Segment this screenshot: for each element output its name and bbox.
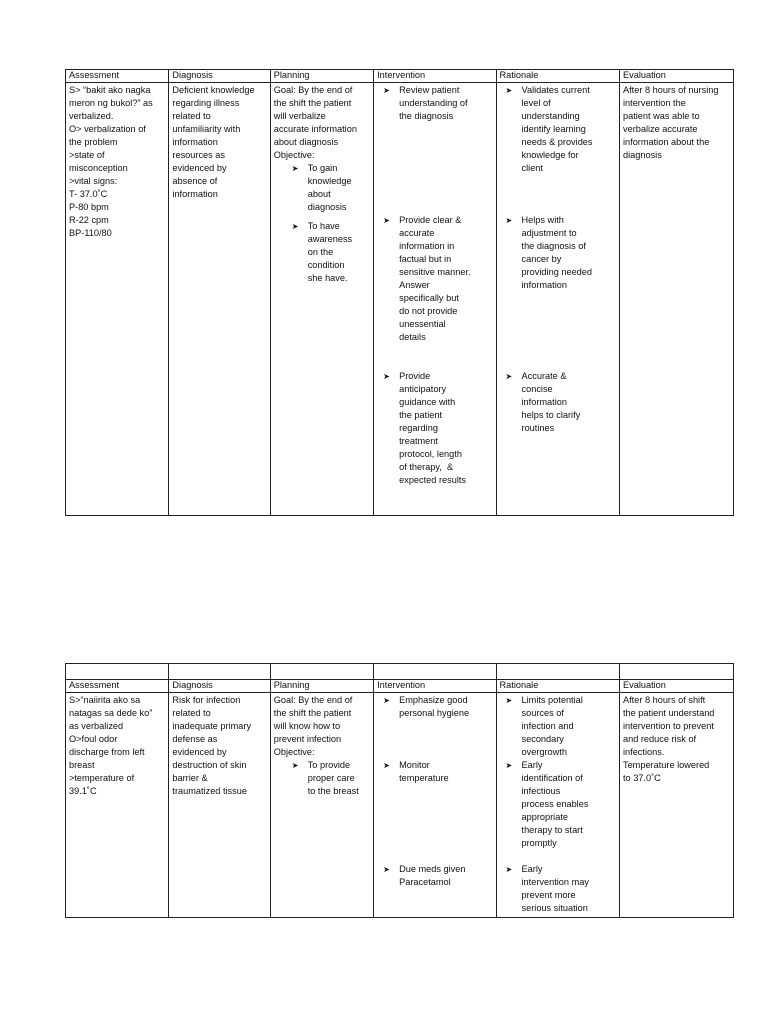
text-line: traumatized tissue [172,786,247,796]
text-line: the shift the patient [273,708,352,718]
text-line: Objective: [273,747,315,757]
text-line: defense as [172,734,218,744]
header-intervention: Intervention [374,70,496,83]
bullet-item [377,370,492,487]
text-line: as verbalized [69,721,124,731]
text-line: treatment [399,436,438,446]
text-line: understanding of [399,98,468,108]
rationale-list [500,694,616,915]
text-line: will know how to [273,721,341,731]
text-line: sensitive manner. [399,267,471,277]
text-line: the patient understand [622,708,715,718]
rationale-list [500,84,616,435]
arrow-bullet-icon: ➤ [505,86,513,95]
text-line: intervention the [622,98,686,108]
arrow-bullet-icon: ➤ [505,372,513,381]
bullet-item [377,694,492,720]
rationale-cell [496,83,619,516]
text-line: barrier & [172,773,208,783]
text-line: serious situation [521,903,588,913]
text-line: To gain [307,163,338,173]
text-line: S>“naiirita ako sa [69,695,141,705]
text-line: Monitor [399,760,430,770]
diagnosis-cell [169,693,270,918]
text-line: the patient [399,410,443,420]
arrow-bullet-icon: ➤ [291,164,299,173]
text-line: R-22 cpm [69,215,109,225]
bullet-item [377,759,492,785]
text-line: BP-110/80 [69,228,112,238]
text-line: evidenced by [172,747,227,757]
text-line: Risk for infection [172,695,241,705]
text-line: related to [172,111,211,121]
text-line: cancer by [521,254,562,264]
text-line: natagas sa dede ko” [69,708,153,718]
bullet-item [500,863,616,915]
text-line: Objective: [273,150,315,160]
text-line: information in [399,241,455,251]
intervention-list [377,694,492,889]
text-line: knowledge for [521,150,579,160]
text-line: O> verbalization of [69,124,146,134]
text-line: Goal: By the end of [273,695,353,705]
arrow-bullet-icon: ➤ [383,696,390,705]
bullet-item [500,759,616,850]
planning-text [274,694,370,759]
text-line: details [399,332,426,342]
text-line: needs & provides [521,137,593,147]
bullet-item [377,214,492,344]
arrow-bullet-icon: ➤ [505,216,513,225]
text-line: specifically but [399,293,459,303]
text-line: information [172,189,218,199]
text-line: and reduce risk of [622,734,697,744]
text-line: Validates current [521,85,590,95]
text-line: guidance with [399,397,456,407]
text-line: appropriate [521,812,568,822]
header-diagnosis: Diagnosis [169,680,270,693]
text-line: Review patient [399,85,460,95]
text-line: the problem [69,137,118,147]
text-line: expected results [399,475,467,485]
text-line: intervention may [521,877,589,887]
text-line: destruction of skin [172,760,247,770]
arrow-bullet-icon: ➤ [383,865,390,874]
header-row [66,70,734,83]
intervention-cell [374,693,496,918]
text-line: anticipatory [399,384,447,394]
text-line: 39.1˚C [69,786,97,796]
text-line: Helps with [521,215,564,225]
text-line: the diagnosis [399,111,454,121]
intervention-cell [374,83,496,516]
text-line: to the breast [307,786,359,796]
bullet-item [500,694,616,759]
planning-cell [270,693,373,918]
text-line: Accurate & [521,371,567,381]
arrow-bullet-icon: ➤ [291,222,299,231]
text-line: infection and [521,721,574,731]
bullet-item [377,863,492,889]
table-row [66,83,734,516]
header-planning: Planning [270,680,373,693]
text-line: information [172,137,218,147]
arrow-bullet-icon: ➤ [505,761,513,770]
text-line: of therapy, & [399,462,454,472]
text-line: infections. [622,747,665,757]
text-line: helps to clarify [521,410,581,420]
text-line: information [521,397,567,407]
text-line: patient was able to [622,111,700,121]
bullet-item [500,84,616,175]
text-line: promptly [521,838,557,848]
text-line: process enables [521,799,589,809]
text-line: Temperature lowered [622,760,710,770]
objective-item [286,759,370,798]
arrow-bullet-icon: ➤ [291,761,299,770]
text-line: P-80 bpm [69,202,109,212]
arrow-bullet-icon: ➤ [505,865,513,874]
header-assessment: Assessment [66,70,169,83]
text-line: discharge from left [69,747,145,757]
text-line: To have [307,221,340,231]
text-line: temperature [399,773,449,783]
text-line: >temperature of [69,773,135,783]
header-intervention: Intervention [374,680,496,693]
header-row [66,680,734,693]
arrow-bullet-icon: ➤ [383,761,390,770]
text-line: the diagnosis of [521,241,586,251]
text-line: resources as [172,150,226,160]
text-line: the shift the patient [273,98,352,108]
text-line: inadequate primary [172,721,252,731]
text-line: to 37.0˚C [622,773,661,783]
text-line: identify learning [521,124,586,134]
text-line: understanding [521,111,580,121]
objective-item [286,162,370,214]
evaluation-cell [619,83,733,516]
text-line: Limits potential [521,695,583,705]
diagnosis-cell [169,83,270,516]
text-line: proper care [307,773,355,783]
text-line: prevent more [521,890,576,900]
text-line: routines [521,423,555,433]
text-line: Goal: By the end of [273,85,353,95]
care-plan-table-1 [65,69,734,516]
text-line: providing needed [521,267,593,277]
text-line: S> “bakit ako nagka [69,85,151,95]
text-line: Early [521,760,543,770]
intervention-list [377,84,492,487]
text-line: unessential [399,319,446,329]
header-diagnosis: Diagnosis [169,70,270,83]
objective-item [286,220,370,285]
text-line: O>foul odor [69,734,118,744]
text-line: diagnosis [622,150,662,160]
bullet-item [500,214,616,292]
text-line: regarding illness [172,98,240,108]
table-row [66,693,734,918]
text-line: diagnosis [307,202,347,212]
text-line: meron ng bukol?” as [69,98,153,108]
text-line: absence of [172,176,218,186]
header-assessment: Assessment [66,680,169,693]
text-line: on the [307,247,334,257]
arrow-bullet-icon: ➤ [383,216,390,225]
assessment-cell [66,693,169,918]
text-line: unfamiliarity with [172,124,241,134]
text-line: awareness [307,234,353,244]
text-line: do not provide [399,306,458,316]
bullet-item [500,370,616,435]
header-planning: Planning [270,70,373,83]
assessment-cell [66,83,169,516]
text-line: misconception [69,163,128,173]
text-line: >state of [69,150,105,160]
text-line: protocol, length [399,449,462,459]
text-line: adjustment to [521,228,577,238]
header-evaluation: Evaluation [619,680,733,693]
objective-list [274,759,370,798]
text-line: verbalized. [69,111,114,121]
header-evaluation: Evaluation [619,70,733,83]
text-line: infectious [521,786,561,796]
text-line: personal hygiene [399,708,470,718]
bullet-item [377,84,492,123]
text-line: accurate [399,228,435,238]
planning-text [274,84,370,162]
care-plan-table-2 [65,663,734,918]
blank-row [66,664,734,680]
header-rationale: Rationale [496,680,619,693]
text-line: >vital signs: [69,176,118,186]
header-rationale: Rationale [496,70,619,83]
text-line: Emphasize good [399,695,468,705]
text-line: Provide [399,371,431,381]
text-line: prevent infection [273,734,342,744]
text-line: regarding [399,423,438,433]
text-line: about diagnosis [273,137,339,147]
text-line: Provide clear & [399,215,462,225]
text-line: identification of [521,773,583,783]
text-line: Paracetamol [399,877,451,887]
text-line: sources of [521,708,564,718]
text-line: Due meds given [399,864,466,874]
text-line: information about the [622,137,710,147]
text-line: client [521,163,543,173]
text-line: factual but in [399,254,452,264]
text-line: To provide [307,760,351,770]
evaluation-cell [619,693,733,918]
text-line: Answer [399,280,430,290]
text-line: intervention to prevent [622,721,714,731]
text-line: related to [172,708,211,718]
text-line: Early [521,864,543,874]
text-line: verbalize accurate [622,124,698,134]
arrow-bullet-icon: ➤ [505,696,513,705]
text-line: After 8 hours of nursing [622,85,719,95]
text-line: Deficient knowledge [172,85,255,95]
text-line: overgrowth [521,747,567,757]
text-line: information [521,280,567,290]
text-line: will verbalize [273,111,326,121]
text-line: about [307,189,331,199]
text-line: evidenced by [172,163,227,173]
text-line: After 8 hours of shift [622,695,706,705]
text-line: therapy to start [521,825,583,835]
text-line: condition [307,260,345,270]
text-line: she have. [307,273,348,283]
text-line: T- 37.0˚C [69,189,108,199]
text-line: secondary [521,734,564,744]
text-line: breast [69,760,95,770]
planning-cell [270,83,373,516]
text-line: level of [521,98,551,108]
text-line: knowledge [307,176,352,186]
arrow-bullet-icon: ➤ [383,372,390,381]
text-line: accurate information [273,124,357,134]
text-line: concise [521,384,553,394]
arrow-bullet-icon: ➤ [383,86,390,95]
objective-list [274,162,370,285]
rationale-cell [496,693,619,918]
